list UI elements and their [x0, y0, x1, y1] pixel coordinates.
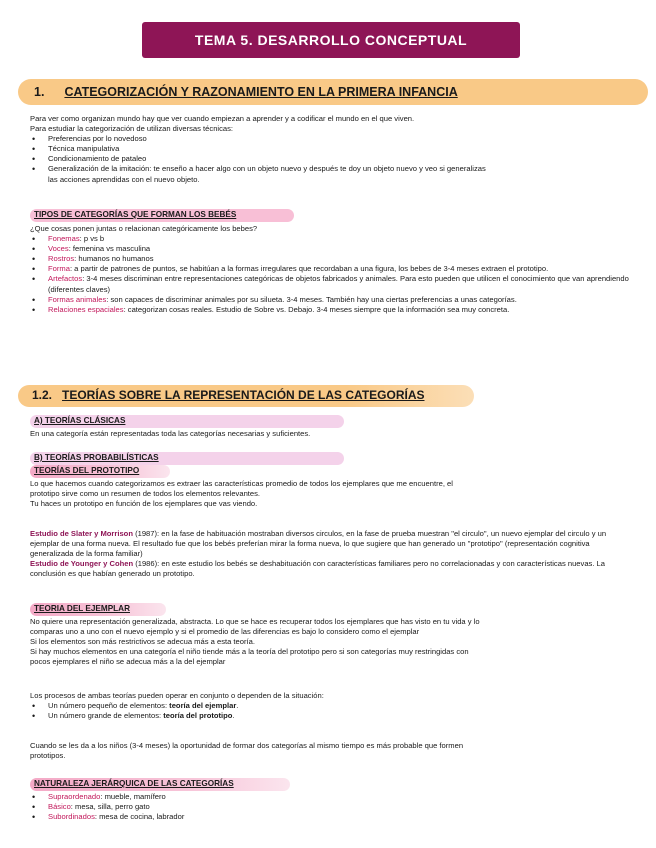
- studies-block: [30, 529, 632, 579]
- younger-study: Estudio de Younger y Cohen (1986): en este estudio los bebés se deshabituación con características familiares pero no correlacionadas y con características nuevas. La conclusión es que habían generado un prototipo.: [30, 559, 606, 579]
- processes-block: [30, 691, 632, 721]
- exemplar-line: Si hay muchos elementos en una categoría el niño tiende más a la teoría del prototipo pero si son categorías muy restringidas con: [30, 647, 469, 657]
- prototype-block: [30, 479, 632, 509]
- list-item: • Básico: mesa, silla, perro gato: [30, 802, 632, 812]
- subheading-prototype: TEORÍAS DEL PROTOTIPO: [30, 465, 170, 478]
- closing-block: [30, 741, 632, 761]
- slater-study: Estudio de Slater y Morrison (1987): en la fase de habituación mostraban diversos circulos, en la fase de prueba muestran "el circulo", un nuevo ejemplar del circulo y un ejemplar de una forma nueva. El resultado fue que los bebés preferían mirar la forma nueva, lo que sugiere que han generado un "prototipo" (representación cognitiva generalizada de la forma familiar): [30, 529, 607, 559]
- subheading-classic: A) TEORÍAS CLÁSICAS: [30, 415, 344, 428]
- list-item: • Generalización de la imitación: te enseño a hacer algo con un objeto nuevo y después te doy un objeto nuevo y veo si generalizas: [30, 164, 632, 174]
- exemplar-block: [30, 617, 632, 667]
- types-block: [30, 224, 632, 315]
- list-item: • Supraordenado: mueble, mamífero: [30, 792, 632, 802]
- techniques-list: [30, 134, 632, 174]
- list-item: • Forma: a partir de patrones de puntos, se habitúan a la formas irregulares que recordaban a una figura, los bebes de 3-4 meses extraen el prototipo.: [30, 264, 632, 274]
- exemplar-line: comparas uno a uno con el nuevo ejemplo y si el promedio de las diferencias es bajo lo considero como el ejemplar: [30, 627, 420, 637]
- list-item: • Un número pequeño de elementos: teoría del ejemplar.: [30, 701, 632, 711]
- intro-line: Para ver como organizan mundo hay que ver cuando empiezan a aprender y a codificar el mundo en el que viven.: [30, 114, 415, 123]
- classic-text: En una categoría están representadas toda las categorías necesarias y suficientes.: [30, 429, 311, 438]
- subheading-exemplar: TEORIA DEL EJEMPLAR: [30, 603, 166, 616]
- list-item: • Voces: femenina vs masculina: [30, 244, 632, 254]
- list-item: • Rostros: humanos no humanos: [30, 254, 632, 264]
- closing-line: Cuando se les da a los niños (3-4 meses) la oportunidad de formar dos categorías al mismo tiempo es más probable que formen: [30, 741, 464, 750]
- list-item: • Preferencias por lo novedoso: [30, 134, 632, 144]
- classic-block: [30, 429, 632, 439]
- intro-block: [30, 114, 632, 185]
- section-heading-1: [18, 79, 648, 105]
- prototype-line: prototipo sirve como un resumen de todos los elementos relevantes.: [30, 489, 261, 499]
- list-item: • Artefactos: 3-4 meses discriminan entre representaciones categóricas de objetos fabricados y animales. Para esto pueden que utilicen el conocimiento que van aprendiendo (diferentes claves): [30, 274, 632, 294]
- intro-line: Para estudiar la categorización de utilizan diversas técnicas:: [30, 124, 234, 134]
- list-item: • Relaciones espaciales: categorizan cosas reales. Estudio de Sobre vs. Debajo. 3-4 meses siempre que la información sea muy concreta.: [30, 305, 632, 315]
- exemplar-line: Si los elementos son más restrictivos se adecua más a esta teoría.: [30, 637, 255, 647]
- list-item: • Un número grande de elementos: teoría del prototipo.: [30, 711, 632, 721]
- exemplar-line: pocos ejemplares el niño se adecua más a la del ejemplar: [30, 657, 226, 667]
- subheading-types: TIPOS DE CATEGORÍAS QUE FORMAN LOS BEBÉS: [30, 209, 294, 222]
- section-heading-1-2: [18, 385, 474, 407]
- list-item: • Condicionamiento de pataleo: [30, 154, 632, 164]
- section-number: 1.2.: [32, 388, 53, 403]
- prototype-line: Lo que hacemos cuando categorizamos es extraer las características promedio de todos los ejemplares que me encuentre, el: [30, 479, 453, 488]
- list-item: • Fonemas: p vs b: [30, 234, 632, 244]
- section-number: 1.: [34, 84, 45, 99]
- subheading-hierarchy: NATURALEZA JERÁRQUICA DE LAS CATEGORÍAS: [30, 778, 290, 791]
- closing-line: prototipos.: [30, 751, 66, 761]
- subheading-probabilistic: B) TEORÍAS PROBABILÍSTICAS: [30, 452, 344, 465]
- list-item: • Subordinados: mesa de cocina, labrador: [30, 812, 632, 822]
- section-title: CATEGORIZACIÓN Y RAZONAMIENTO EN LA PRIMERA INFANCIA: [64, 84, 458, 99]
- section-title: TEORÍAS SOBRE LA REPRESENTACIÓN DE LAS CATEGORÍAS: [62, 388, 425, 403]
- processes-list: [30, 701, 632, 721]
- types-question: ¿Que cosas ponen juntas o relacionan categóricamente los bebes?: [30, 224, 258, 233]
- page-title: TEMA 5. DESARROLLO CONCEPTUAL: [142, 22, 520, 58]
- hierarchy-list: [30, 792, 632, 822]
- types-list: [30, 234, 632, 315]
- list-item: • Formas animales: son capaces de discriminar animales por su silueta. 3-4 meses. También hay una ciertas preferencias a unas categorías.: [30, 295, 632, 305]
- exemplar-line: No quiere una representación generalizada, abstracta. Lo que se hace es recuperar todos los ejemplares que has visto en tu vida y lo: [30, 617, 480, 626]
- prototype-line: Tu haces un prototipo en función de los ejemplares que vas viendo.: [30, 499, 258, 509]
- hierarchy-block: [30, 792, 632, 822]
- list-item: • Técnica manipulativa: [30, 144, 632, 154]
- processes-intro: Los procesos de ambas teorías pueden operar en conjunto o dependen de la situación:: [30, 691, 324, 700]
- list-item-continuation: las acciones aprendidas con el nuevo objeto.: [48, 174, 200, 184]
